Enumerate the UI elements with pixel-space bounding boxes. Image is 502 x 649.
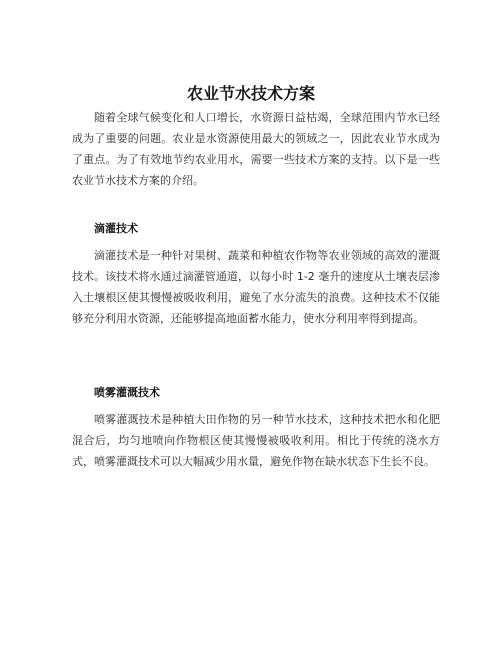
intro-paragraph: 随着全球气候变化和人口增长，水资源日益枯竭，全球范围内节水已经成为了重要的问题。农业是水资源使用最大的领域之一，因此农业节水成为了重点。为了有效地节约农业用水，需要一些技术方案的支持。以下是一些农业节水技术方案的介绍。 <box>72 111 440 187</box>
document-title: 农业节水技术方案 <box>186 84 315 103</box>
section-heading-drip-irrigation: 滴灌技术 <box>94 222 138 235</box>
section-heading-spray-irrigation: 喷雾灌溉技术 <box>94 386 160 399</box>
section-body-drip-irrigation: 滴灌技术是一种针对果树、蔬菜和种植农作物等农业领域的高效的灌溉技术。该技术将水通过滴灌管通道，以每小时 1-2 毫升的速度从土壤表层渗入土壤根区使其慢慢被吸收利用，避免了水分流失的浪费。这种技术不仅能够充分利用水资源，还能够提高地面蓄水能力，使水分利用率得到提高。 <box>72 249 440 325</box>
section-body-spray-irrigation: 喷雾灌溉技术是种植大田作物的另一种节水技术，这种技术把水和化肥混合后，均匀地喷向作物根区使其慢慢被吸收利用。相比于传统的浇水方式，喷雾灌溉技术可以大幅减少用水量，避免作物在缺水状态下生长不良。 <box>72 413 440 468</box>
